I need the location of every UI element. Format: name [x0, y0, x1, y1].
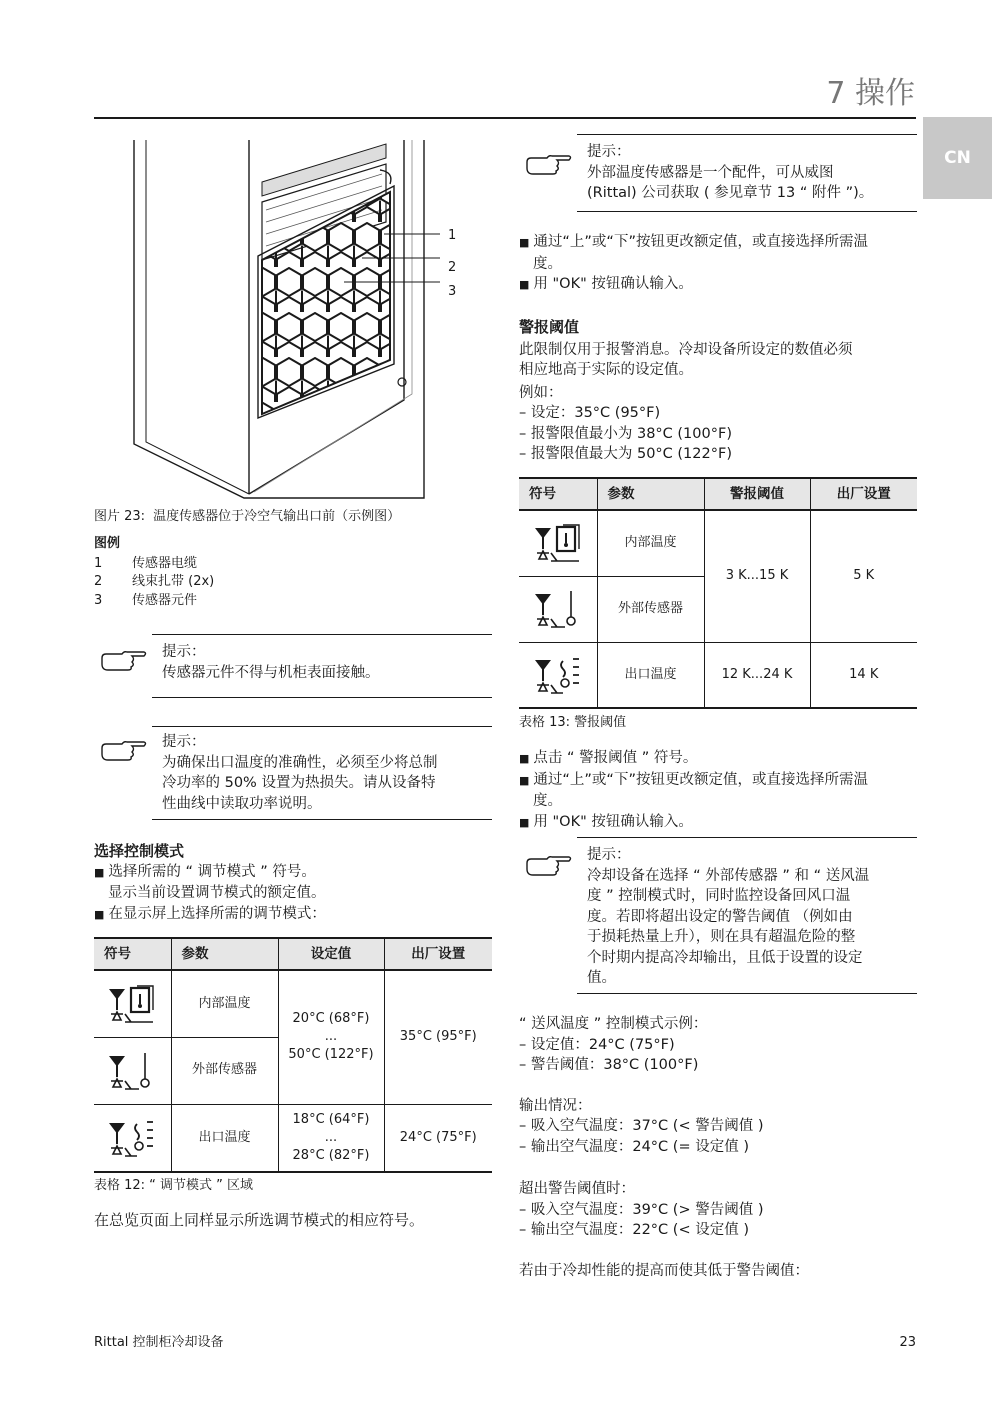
section-heading: 选择控制模式 [94, 842, 185, 860]
legend-item: 2 线束扎带 (2x) [94, 574, 215, 589]
threshold-cell: 12 K...24 K [704, 642, 810, 708]
internal-temp-symbol-icon [519, 510, 597, 576]
external-sensor-symbol-icon [519, 576, 597, 642]
pointing-hand-icon [100, 740, 148, 769]
note-title: 提示： [162, 644, 206, 660]
table-caption: 表格 12: “ 调节模式 ” 区域 [94, 1178, 254, 1193]
legend-item: 1 传感器电缆 [94, 555, 198, 571]
table-row [519, 510, 917, 576]
pointing-hand-icon [525, 154, 573, 183]
callout-1: 1 [448, 228, 457, 243]
figure-caption-label: 图片 23: [94, 509, 146, 524]
note-line: 度 ” 控制模式时，同时监控设备回风口温 [587, 888, 851, 904]
note-line: 外部温度传感器是一个配件，可从威图 [587, 164, 834, 181]
dash-item: – 报警限值最小为 38°C (100°F) [519, 425, 732, 442]
setpoint-instructions [519, 232, 917, 296]
language-tab: CN [923, 117, 992, 199]
legend [94, 534, 492, 610]
note-line: 传感器元件不得与机柜表面接触。 [162, 664, 380, 681]
note-box [519, 134, 917, 212]
outlet-temp-symbol-icon [519, 642, 597, 708]
param-cell: 外部传感器 [597, 576, 704, 642]
note-line: (Rittal) 公司获取 ( 参见章节 13 “ 附件 ”)。 [587, 185, 874, 201]
paragraph-line: 相应地高于实际的设定值。 [519, 362, 693, 378]
dash-item: – 吸入空气温度：37°C (< 警告阈值 ) [519, 1118, 764, 1134]
pointing-hand-icon [100, 650, 148, 679]
paragraph-line: 若由于冷却性能的提高而使其低于警告阈值： [519, 1262, 809, 1279]
paragraph-line: 此限制仅用于报警消息。冷却设备所设定的数值必须 [519, 341, 853, 358]
dash-item: – 输出空气温度：24°C (= 设定值 ) [519, 1138, 749, 1155]
note-title: 提示： [587, 847, 631, 863]
note-box [519, 837, 917, 994]
setpoint-cell: 18°C (64°F) ... 28°C (82°F) [278, 1104, 384, 1172]
figure-caption-text: 温度传感器位于冷空气输出口前（示例图） [153, 509, 401, 524]
external-sensor-symbol-icon [94, 1037, 171, 1104]
column-header: 设定值 [278, 938, 384, 970]
figure-sensor-illustration [94, 132, 492, 504]
callout-3: 3 [448, 284, 457, 299]
alarm-instructions [519, 748, 917, 833]
dash-item: – 设定值：24°C (75°F) [519, 1036, 675, 1053]
bullet-item: ■ 点击 “ 警报阈值 ” 符号。 [519, 748, 917, 770]
note-line: 为确保出口温度的准确性，必须至少将总制 [162, 754, 438, 771]
note-line: 值。 [587, 970, 616, 986]
factory-cell: 35°C (95°F) [384, 970, 492, 1104]
column-header: 出厂设置 [810, 478, 917, 510]
column-header: 参数 [171, 938, 278, 970]
note-title: 提示： [162, 734, 206, 750]
legend-title: 图例 [94, 536, 121, 551]
table-control-mode [94, 937, 492, 1173]
bullet-item: ■ 在显示屏上选择所需的调节模式： [94, 904, 492, 926]
bullet-item: ■ 通过“上”或“下”按钮更改额定值，或直接选择所需温 度。 [519, 232, 917, 274]
internal-temp-symbol-icon [94, 970, 171, 1037]
dash-item: – 设定：35°C (95°F) [519, 405, 661, 421]
column-header: 出厂设置 [384, 938, 492, 970]
note-line: 于损耗热量上升），则在具有超温危险的整 [587, 929, 856, 945]
figure-caption [94, 508, 492, 526]
factory-cell: 5 K [810, 510, 917, 642]
param-cell: 内部温度 [597, 510, 704, 576]
column-header: 符号 [94, 938, 171, 970]
header-rule [94, 117, 916, 119]
factory-cell: 24°C (75°F) [384, 1104, 492, 1172]
factory-cell: 14 K [810, 642, 917, 708]
bullet-item: ■ 用 "OK" 按钮确认输入。 [519, 274, 917, 296]
dash-item: – 输出空气温度：22°C (< 设定值 ) [519, 1222, 749, 1238]
alarm-section [519, 317, 917, 465]
bullet-item: ■ 选择所需的 “ 调节模式 ” 符号。 [94, 862, 492, 884]
column-header: 参数 [597, 478, 704, 510]
page-number: 23 [899, 1335, 916, 1350]
note-line: 个时期内提高冷却输出，且低于设置的设定 [587, 949, 863, 966]
table-alarm-threshold [519, 477, 917, 709]
legend-item: 3 传感器元件 [94, 592, 198, 608]
column-header: 符号 [519, 478, 597, 510]
outlet-temp-symbol-icon [94, 1104, 171, 1172]
param-cell: 外部传感器 [171, 1037, 278, 1104]
table-row [519, 642, 917, 708]
pointing-hand-icon [525, 855, 573, 884]
control-mode-section [94, 841, 492, 925]
note-line: 冷功率的 50% 设置为热损失。请从设备特 [162, 775, 436, 791]
note-box [94, 634, 492, 698]
note-title: 提示： [587, 144, 631, 160]
bullet-item: ■ 通过“上”或“下”按钮更改额定值，或直接选择所需温 度。 [519, 770, 917, 812]
example-title: 超出警告阈值时： [519, 1181, 635, 1197]
callout-2: 2 [448, 260, 457, 275]
dash-item: – 报警限值最大为 50°C (122°F) [519, 446, 732, 462]
overview-text: 在总览页面上同样显示所选调节模式的相应符号。 [94, 1211, 425, 1229]
paragraph-line: 例如： [519, 384, 563, 401]
param-cell: 出口温度 [597, 642, 704, 708]
note-line: 度。若即将超出设定的警告阈值 （例如由 [587, 908, 853, 925]
example-title: “ 送风温度 ” 控制模式示例： [519, 1016, 708, 1032]
section-heading: 警报阈值 [519, 318, 580, 336]
note-line: 性曲线中读取功率说明。 [162, 795, 322, 812]
param-cell: 内部温度 [171, 970, 278, 1037]
column-header: 警报阈值 [704, 478, 810, 510]
chapter-title: 7 操作 [826, 76, 915, 111]
bullet-subtext: 显示当前设置调节模式的额定值。 [108, 885, 326, 901]
table-row [94, 970, 492, 1037]
note-box [94, 726, 492, 820]
footer-title: Rittal 控制柜冷却设备 [94, 1335, 224, 1350]
note-line: 冷却设备在选择 “ 外部传感器 ” 和 “ 送风温 [587, 867, 870, 884]
setpoint-cell: 20°C (68°F) ... 50°C (122°F) [278, 970, 384, 1104]
param-cell: 出口温度 [171, 1104, 278, 1172]
table-row [94, 1104, 492, 1172]
threshold-cell: 3 K...15 K [704, 510, 810, 642]
bullet-item: ■ 用 "OK" 按钮确认输入。 [519, 812, 917, 834]
supply-temp-example [519, 1014, 917, 1281]
table-caption: 表格 13: 警报阈值 [519, 715, 627, 730]
example-title: 输出情况： [519, 1097, 592, 1114]
dash-item: – 警告阈值：38°C (100°F) [519, 1057, 699, 1073]
dash-item: – 吸入空气温度：39°C (> 警告阈值 ) [519, 1201, 764, 1218]
